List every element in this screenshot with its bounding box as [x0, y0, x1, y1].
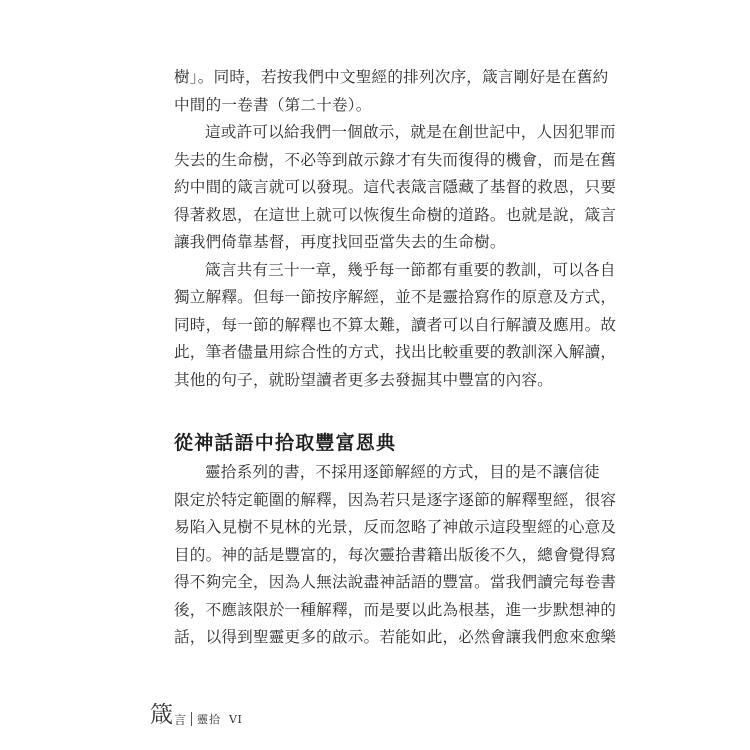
paragraph-line: 中間的一卷書（第二十卷）。	[174, 95, 372, 114]
paragraph-line: 約中間的箴言就可以發現。這代表箴言隱藏了基督的救恩，只要	[174, 178, 617, 196]
paragraph-line: 獨立解釋。但每一節按序解經，並不是靈拾寫作的原意及方式，	[174, 288, 617, 306]
page-footer	[150, 698, 242, 728]
paragraph-line: 失去的生命樹，不必等到啟示錄才有失而復得的機會，而是在舊	[174, 150, 617, 169]
paragraph-line: 同時，每一節的解釋也不算太難，讀者可以自行解讀及應用。故	[174, 315, 617, 334]
paragraph-line: 得不夠完全，因為人無法說盡神話語的豐富。當我們讀完每卷書	[174, 573, 617, 591]
paragraph-line: 得著救恩，在這世上就可以恢復生命樹的道路。也就是說，箴言	[174, 205, 617, 224]
paragraph-line: 這或許可以給我們一個啟示，就是在創世記中，人因犯罪而	[205, 123, 616, 141]
series-name: 靈拾	[197, 713, 222, 726]
paragraph-line: 後，不應該限於一種解釋，而是要以此為根基，進一步默想神的	[174, 600, 617, 619]
paragraph-line: 目的。神的話是豐富的，每次靈拾書籍出版後不久，總會覺得寫	[174, 545, 617, 564]
paragraph-line: 易陷入見樹不見林的光景，反而忽略了神啟示這段聖經的心意及	[174, 518, 617, 536]
section-2-text	[174, 459, 617, 652]
section-1-text	[174, 64, 617, 394]
section-heading: 從神話語中拾取豐富恩典	[174, 432, 397, 454]
paragraph-line: 讓我們倚靠基督，再度找回亞當失去的生命樹。	[174, 233, 506, 251]
paragraph-line: 靈拾系列的書，不採用逐節解經的方式，目的是不讓信徒	[205, 463, 600, 481]
page-number: VI	[229, 713, 243, 726]
paragraph-line: 限定於特定範圍的解釋，因為若只是逐字逐節的解釋聖經，很容	[174, 490, 617, 509]
paragraph-line: 其他的句子，就盼望讀者更多去發掘其中豐富的內容。	[174, 370, 554, 389]
paragraph-line: 話，以得到聖靈更多的啟示。若能如此，必然會讓我們愈來愈樂	[174, 628, 617, 646]
footer-divider	[191, 712, 192, 726]
paragraph-line: 此，筆者儘量用綜合性的方式，找出比較重要的教訓深入解讀，	[174, 343, 617, 361]
book-title-main: 箴	[150, 702, 173, 728]
paragraph-line: 箴言共有三十一章，幾乎每一節都有重要的教訓，可以各自	[205, 260, 616, 279]
book-title-sub: 言	[174, 713, 187, 727]
paragraph-line: 樹」。同時，若按我們中文聖經的排列次序，箴言剛好是在舊約	[174, 68, 609, 86]
